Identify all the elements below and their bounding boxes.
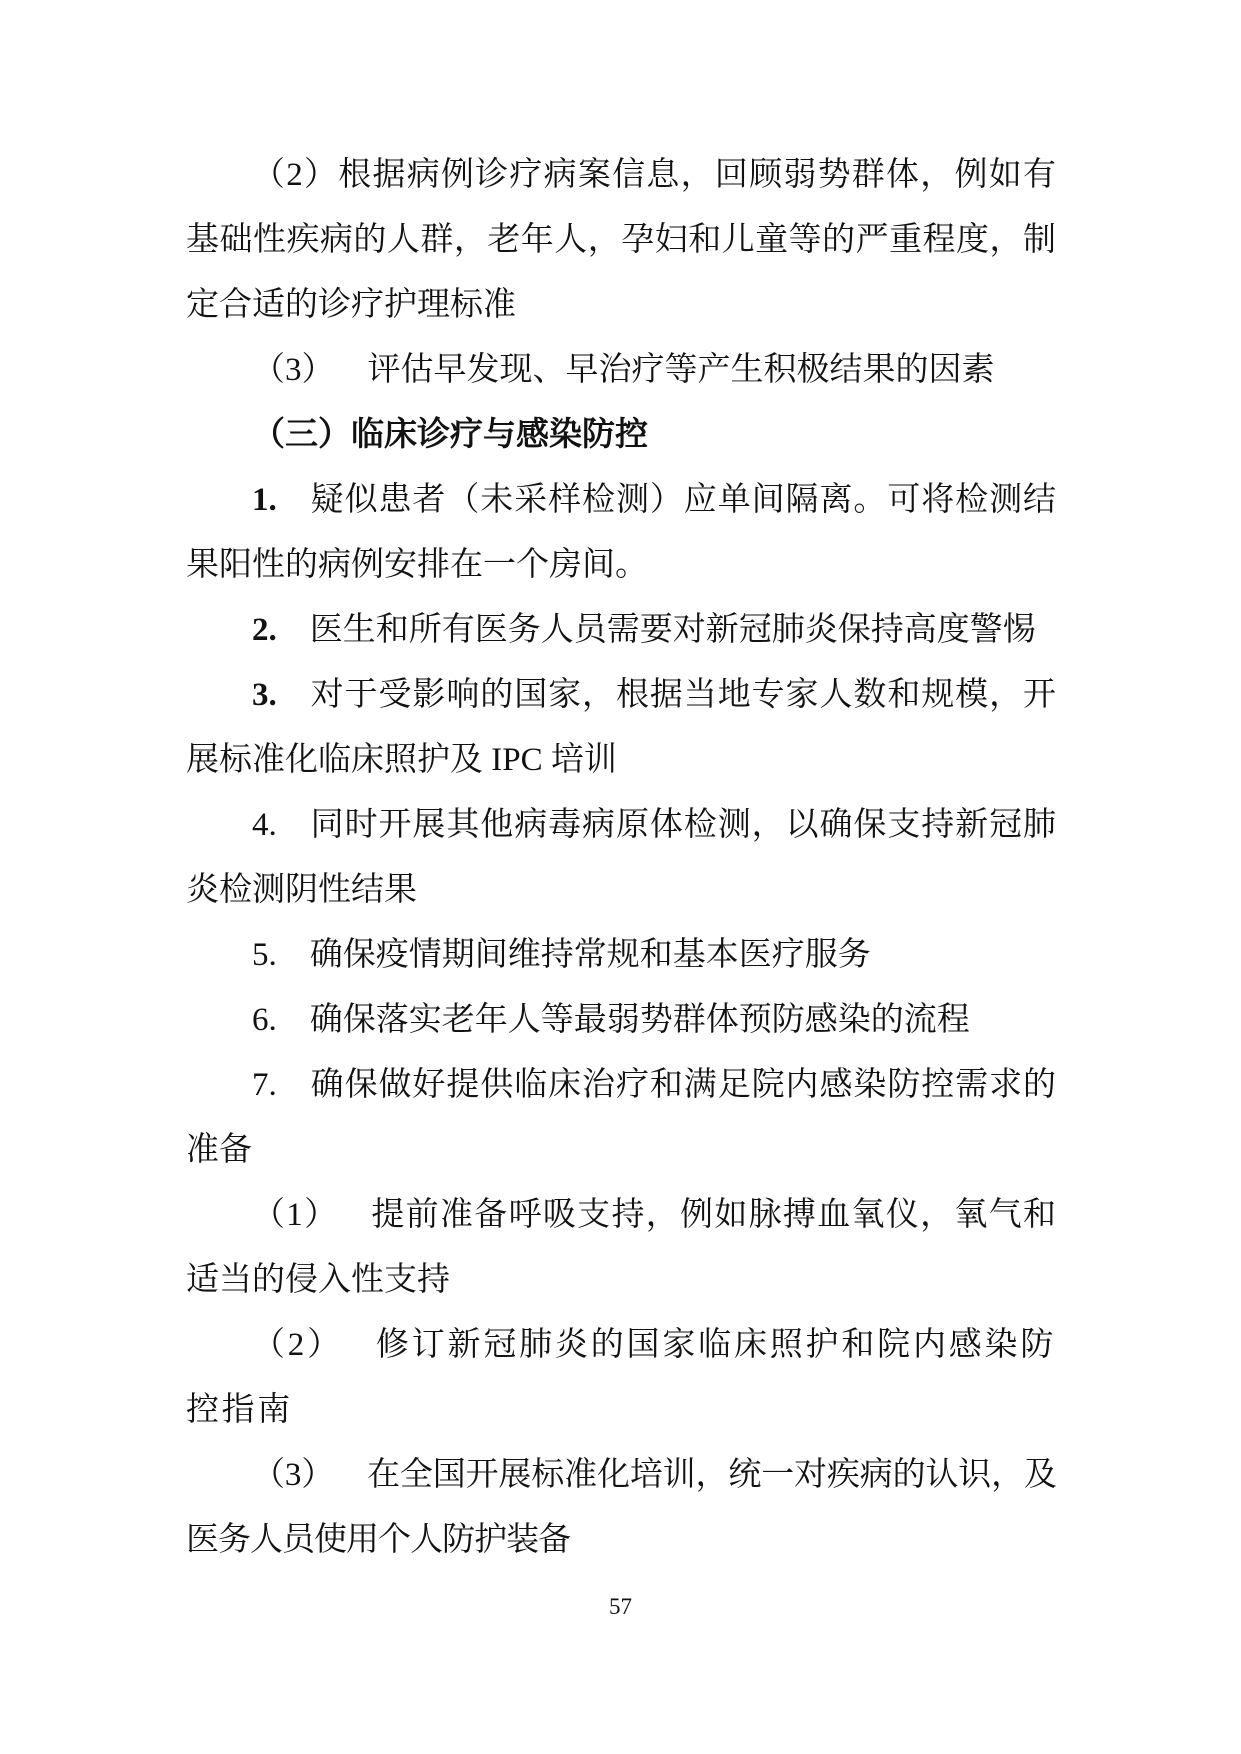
paragraph-text: 确保落实老年人等最弱势群体预防感染的流程 (309, 1002, 970, 1038)
item-number: （3） (252, 352, 335, 388)
item-number: （3） (252, 1457, 335, 1493)
paragraph-text: 医生和所有医务人员需要对新冠肺炎保持高度警惕 (309, 612, 1036, 648)
page-footer (0, 1592, 1241, 1622)
section-heading (186, 403, 1056, 468)
paragraph-text: 疑似患者（未采样检测）应单间隔离。可将检测结果阳性的病例安排在一个房间。 (186, 482, 1056, 583)
heading-text: （三）临床诊疗与感染防控 (252, 417, 648, 453)
item-number: 5. (252, 937, 277, 973)
document-body (186, 143, 1056, 1573)
paragraph-text: 对于受影响的国家，根据当地专家人数和规模，开展标准化临床照护及 IPC 培训 (186, 677, 1056, 778)
paragraph-text: 确保做好提供临床治疗和满足院内感染防控需求的准备 (186, 1067, 1056, 1168)
sub-item-2 (186, 1313, 1056, 1443)
paragraph-text: 在全国开展标准化培训，统一对疾病的认识，及医务人员使用个人防护装备 (186, 1457, 1056, 1558)
sub-item-3 (186, 1443, 1056, 1573)
item-number: （2） (252, 1327, 343, 1363)
paragraph-text: 同时开展其他病毒病原体检测，以确保支持新冠肺炎检测阴性结果 (186, 807, 1056, 908)
paragraph-item-2 (186, 143, 1056, 338)
item-number: 6. (252, 1002, 277, 1038)
list-item-5 (186, 923, 1056, 988)
item-number: （1） (252, 1197, 339, 1233)
list-item-4 (186, 793, 1056, 923)
paragraph-text: 确保疫情期间维持常规和基本医疗服务 (309, 937, 871, 973)
paragraph-text: （2）根据病例诊疗病案信息，回顾弱势群体，例如有基础性疾病的人群，老年人，孕妇和儿童等的严重程度，制定合适的诊疗护理标准 (186, 157, 1056, 323)
sub-item-1 (186, 1183, 1056, 1313)
item-number: 4. (252, 807, 277, 843)
paragraph-text: 提前准备呼吸支持，例如脉搏血氧仪，氧气和适当的侵入性支持 (186, 1197, 1057, 1298)
list-item-2 (186, 598, 1056, 663)
list-item-1 (186, 468, 1056, 598)
item-number: 7. (252, 1067, 277, 1103)
item-number: 3. (252, 677, 277, 713)
item-number: 1. (252, 482, 277, 518)
list-item-7 (186, 1053, 1056, 1183)
list-item-6 (186, 988, 1056, 1053)
page-number: 57 (609, 1594, 632, 1619)
paragraph-item-3 (186, 338, 1056, 403)
list-item-3 (186, 663, 1056, 793)
paragraph-text: 评估早发现、早治疗等产生积极结果的因素 (367, 352, 995, 388)
paragraph-text: 修订新冠肺炎的国家临床照护和院内感染防控指南 (186, 1327, 1057, 1428)
item-number: 2. (252, 612, 277, 648)
